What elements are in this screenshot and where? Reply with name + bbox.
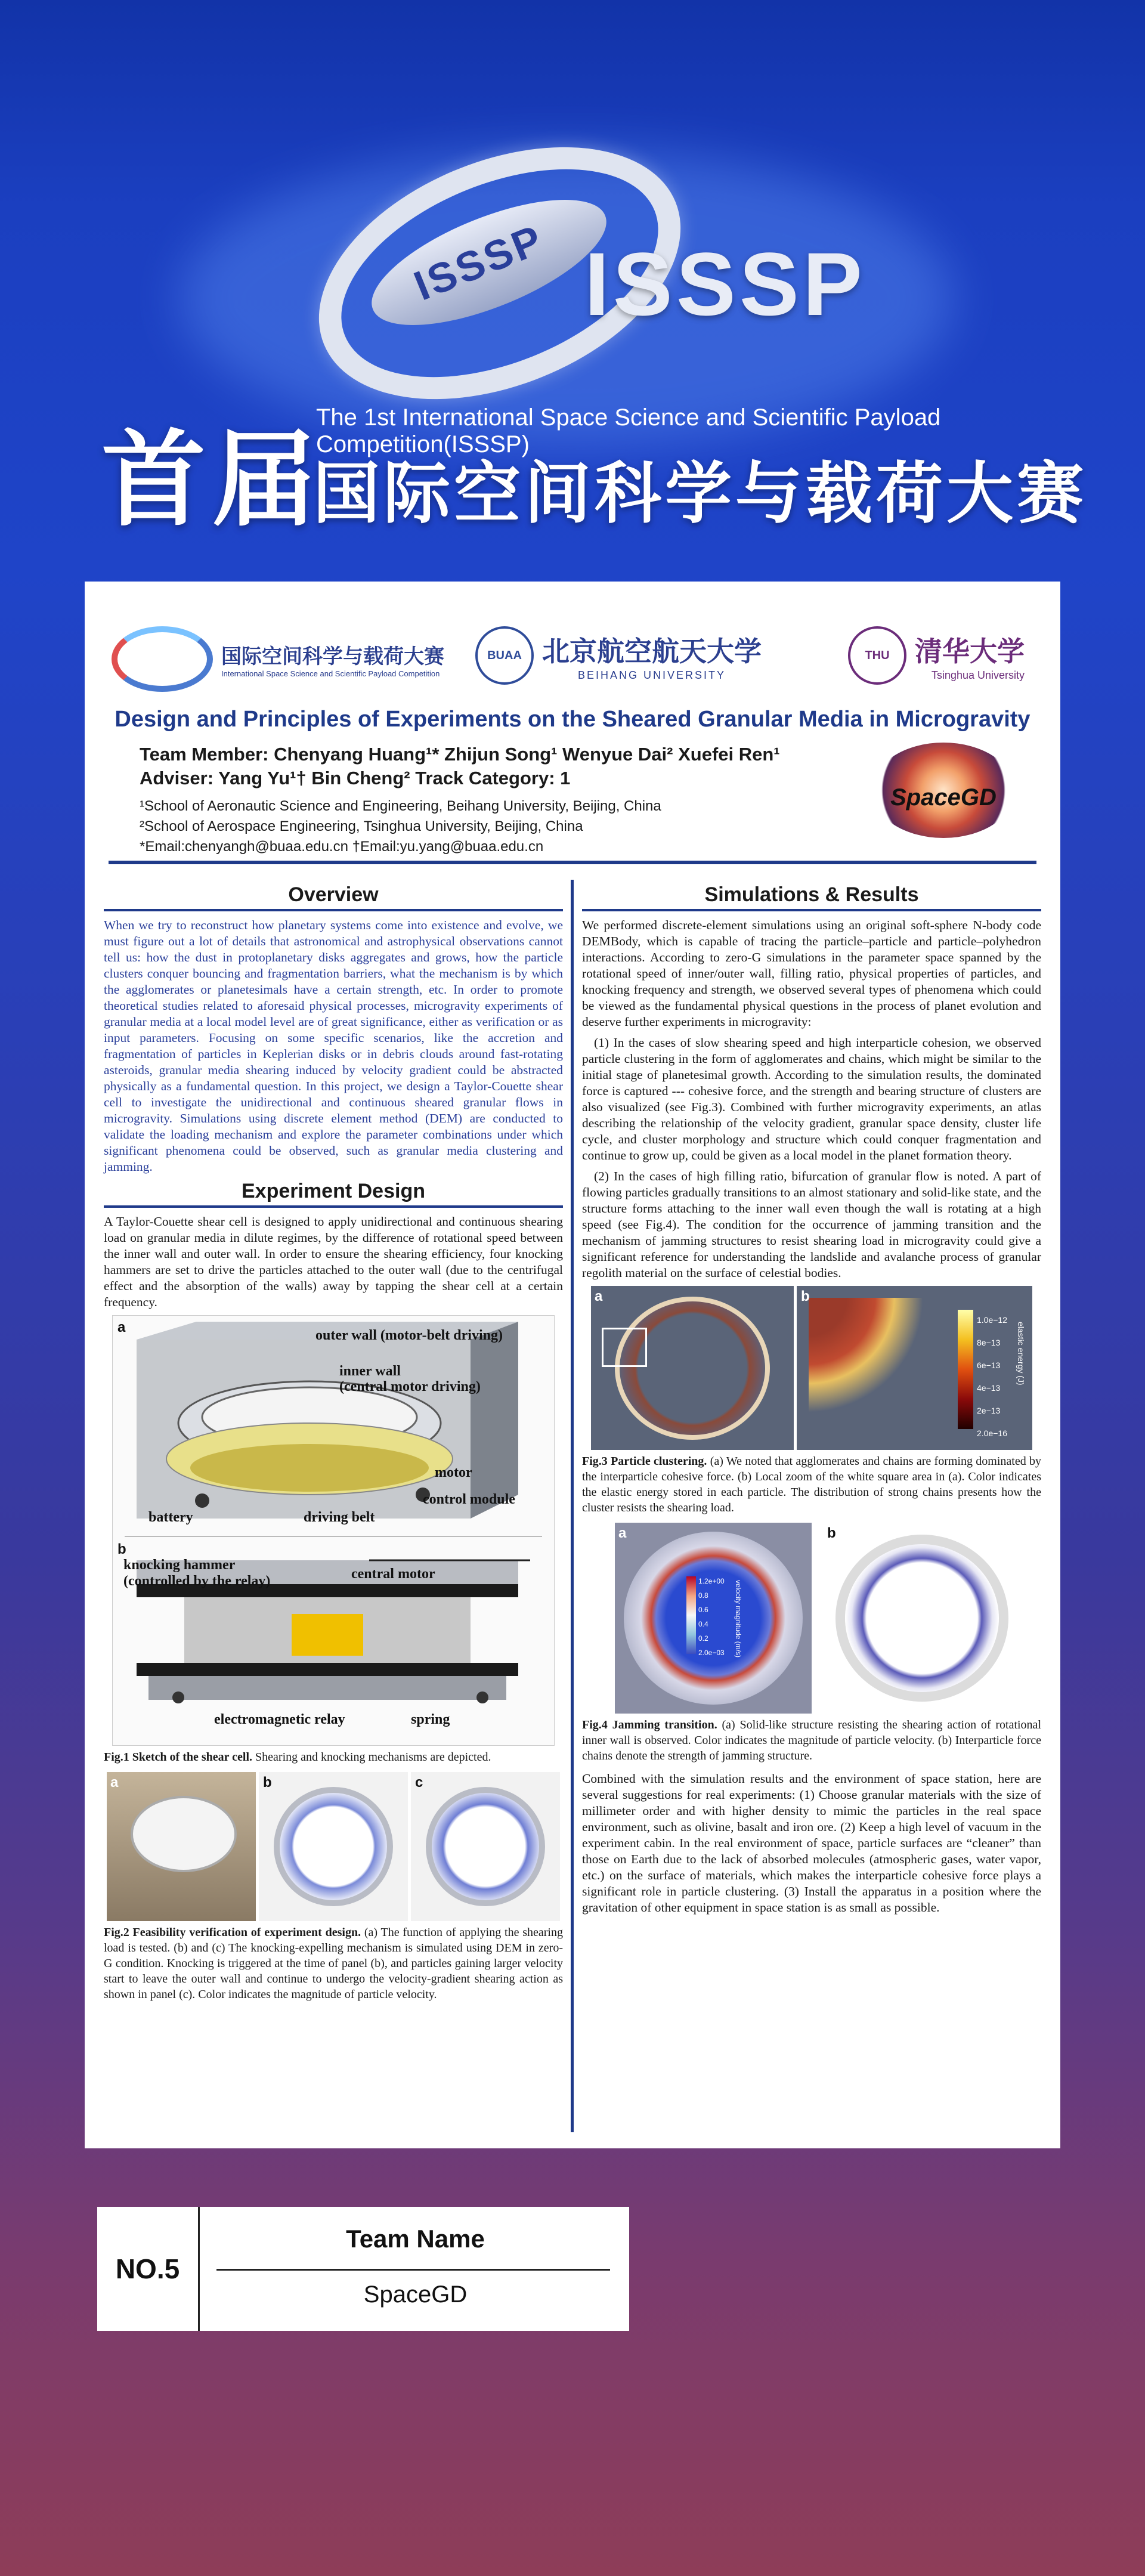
isssp-logo: [310, 137, 866, 388]
tsinghua-seal-icon: THU: [848, 626, 906, 685]
team-members: Team Member: Chenyang Huang¹* Zhijun Song¹ Wenyue Dai² Xuefei Ren¹: [140, 744, 780, 765]
fig3-panel-b-label: b: [801, 1288, 810, 1304]
org-logos: [85, 582, 1060, 689]
fig4-tick: 0.6: [698, 1606, 708, 1614]
fig3-panel-a: [591, 1286, 794, 1450]
figure-4: [591, 1523, 1032, 1714]
fig1-hammer-sub-label: (controlled by the relay): [123, 1573, 271, 1589]
advisers: Adviser: Yang Yu¹† Bin Cheng² Track Category: 1: [140, 768, 571, 788]
org-name-en: International Space Science and Scientific Payload Competition: [221, 669, 440, 678]
fig1-battery-label: battery: [148, 1510, 193, 1525]
brand-name: ISSSP: [584, 234, 866, 334]
fig2-ring-c: [426, 1787, 545, 1906]
fig1-inner-wall-sub-label: (central motor driving): [339, 1379, 481, 1394]
fig1-caption: [104, 1749, 563, 1765]
fig1-driving-belt-label: driving belt: [304, 1510, 375, 1525]
team-name-card: [97, 2207, 629, 2331]
fig3-tick: 2e−13: [977, 1406, 1001, 1415]
fig2-caption-text: (a) The function of applying the shearing load is tested. (b) and (c) The knocking-expelling mechanism is simulated using DEM in zero-G condition. Knocking is triggered at the time of panel (b), and particles gaining larger velocity start to leave the outer wall and continue to undergo the velocity-gradient shearing action as shown in panel (c). Color indicates the magnitude of particle velocity.: [104, 1926, 563, 2001]
fig3-caption: [582, 1454, 1041, 1516]
team-name-heading: Team Name: [346, 2225, 485, 2253]
team-number: NO.5: [97, 2207, 200, 2331]
fig4-panel-b: [824, 1523, 1020, 1714]
fig3-caption-title: Fig.3 Particle clustering.: [582, 1455, 707, 1468]
fig3-caption-text: (a) We noted that agglomerates and chains are forming dominated by the interparticle cohesive force. (b) Local zoom of the white square area in (a). Color indicates the elastic energy stored in each particle. The distribution of strong chains presents how the cluster resists the shearing load.: [582, 1455, 1042, 1514]
org-name-cn: 国际空间科学与载荷大赛: [221, 645, 444, 669]
fig3-tick: 2.0e−16: [977, 1428, 1007, 1438]
org-tsinghua: [848, 626, 1025, 685]
fig3-colorbar: [958, 1310, 973, 1429]
fig1-relay-label: electromagnetic relay: [214, 1712, 345, 1727]
fig4-panel-a: [615, 1523, 812, 1714]
fig4-tick: 0.4: [698, 1620, 708, 1628]
fig4-tick: 1.2e+00: [698, 1577, 725, 1585]
sim-paragraph-4: Combined with the simulation results and the environment of space station, here are several suggestions for real experiments: (1) Choose granular materials with the size of millimeter order and with higher density to mimic the particles in the real space environment, such as olivine, basalt and iron ore. (2) Keep a high level of vacuum in the experiment cabin. In the real environment of space, particle surfaces are “cleaner” than those on Earth due to the lack of absorbed molecules (atmospheric gases, water vapor, etc.) on the surface of materials, which makes the interparticle cohesive force plays a significant role in particle clustering. (3) Install the apparatus in a position where the gravitation of other equipment in space station is as small as possible.: [582, 1771, 1041, 1915]
title-cn-first: 首届: [101, 422, 322, 539]
sim-paragraph-3: (2) In the cases of high filling ratio, bifurcation of granular flow is noted. A part of flowing particles gradually transitions to an almost stationary and solid-like state, and the structure forms attaching to the inner wall even though the wall is rotating at a high speed (see Fig.4). The condition for the occurrence of jamming transition and the mechanism of jamming structures to resist shearing load in microgravity could give a significant reference for understanding the landslide and avalanche process of granular regolith material on the surface of celestial bodies.: [582, 1169, 1041, 1280]
title-cn: 国际空间科学与载荷大赛: [313, 456, 1087, 531]
fig1-panel-b-label: b: [117, 1541, 126, 1557]
team-name-value: SpaceGD: [363, 2281, 468, 2308]
spacegd-logo-text: SpaceGD: [890, 784, 997, 811]
org-name-cn: 清华大学: [915, 635, 1025, 667]
fig4-caption-text: (a) Solid-like structure resisting the shearing action of rotational inner wall is observed. Color indicates the magnitude of particle velocity. (b) Interparticle force chains denote the strength of jamming structure.: [582, 1718, 1041, 1762]
fig1-caption-title: Fig.1 Sketch of the shear cell.: [104, 1751, 253, 1764]
emails: *Email:chenyangh@buaa.edu.cn †Email:yu.yang@buaa.edu.cn: [140, 839, 544, 855]
fig1-knocking-hammer-label: knocking hammer: [123, 1557, 236, 1573]
fig2-panel-a-label: a: [110, 1774, 119, 1790]
fig1-caption-text: Shearing and knocking mechanisms are depicted.: [252, 1751, 491, 1764]
fig3-ring: [615, 1297, 770, 1440]
column-divider: [571, 880, 574, 2132]
subtitle-en: The 1st International Space Science and Scientific Payload Competition(ISSSP): [316, 404, 941, 457]
fig3-zoom-box: [602, 1328, 647, 1367]
simulations-heading: Simulations & Results: [582, 883, 1041, 911]
figure-3: [591, 1286, 1032, 1450]
org-isssp: [112, 626, 444, 692]
fig2-panel-c-label: c: [415, 1774, 423, 1790]
experiment-design-text: A Taylor-Couette shear cell is designed to apply unidirectional and continuous shearing load on granular media in dilute regimes, by the difference of rotational speed between the inner wall and outer wall. In order to ensure the shearing efficiency, four knocking hammers are set to drive the particles attached to the outer wall (due to the centrifugal effect and the absorption of the walls) away by tapping the shear cell at a certain frequency.: [104, 1214, 563, 1309]
fig2-caption: [104, 1925, 563, 2002]
fig3-zoom-view: [809, 1298, 934, 1441]
org-name-en: BEIHANG UNIVERSITY: [577, 669, 726, 681]
fig3-tick: 4e−13: [977, 1383, 1001, 1393]
fig1-panel-a-label: a: [117, 1319, 126, 1335]
fig2-photo-cell: [131, 1796, 237, 1872]
fig3-colorbar-ticks: [977, 1309, 1007, 1445]
fig4-colorbar: [686, 1576, 696, 1654]
fig2-sim-b: [259, 1772, 408, 1921]
fig4-force-chains: [835, 1535, 1008, 1702]
right-column: [582, 880, 1041, 1921]
figure-2: [107, 1772, 560, 1921]
poster: [85, 582, 1060, 2148]
fig4-panel-a-label: a: [618, 1525, 627, 1541]
fig2-sim-c: [411, 1772, 560, 1921]
overview-text: When we try to reconstruct how planetary systems come into existence and evolve, we must figure out a lot of details that astronomical and astrophysical observations cannot tell us: how the dust in protoplanetary disks aggregates and grows, how the particle clusters conquer bouncing and fragmentation barriers, what the mechanism is by which the agglomerates or planetesimals have a certain strength, etc. In order to promote theoretical studies related to aforesaid physical processes, microgravity experiments of granular media at a local model level are of great significance, either as verification or as input parameters. Focusing on some specific scenarios, like the accretion and fragmentation of particles in Keplerian disks or in debris clouds around fast-rotating asteroids, granular media shearing induced by velocity gradient could be abstracted physically as a fundamental question. In this project, we design a Taylor-Couette shear cell to investigate the unidirectional and continuous sheared granular flows in microgravity. Simulations using discrete element method (DEM) are conducted to validate the loading mechanism and explore the parameter combinations under which significant phenomena could be observed, such as granular media clustering and jamming.: [104, 918, 563, 1174]
sim-paragraph-1: We performed discrete-element simulations using an original soft-sphere N-body code DEMBody, which is capable of tracing the particle–particle and particle–polyhedron interactions. According to zero-G simulations in the parameter space spanned by the rotational speed of inner/outer wall, filling ratio, physical properties of particles, and knocking frequency and strength, we observed several types of phenomena which could be viewed as the fundamental physical questions in the process of planet evolution and deserve further experiments in microgravity:: [582, 918, 1041, 1029]
fig4-caption-title: Fig.4 Jamming transition.: [582, 1718, 717, 1731]
team-divider: [216, 2269, 610, 2271]
org-beihang: [475, 626, 762, 685]
fig2-caption-title: Fig.2 Feasibility verification of experiment design.: [104, 1926, 361, 1939]
isssp-small-logo: [112, 626, 213, 692]
overview-heading: Overview: [104, 883, 563, 911]
experiment-design-heading: Experiment Design: [104, 1180, 563, 1208]
fig1-outer-wall-label: outer wall (motor-belt driving): [315, 1328, 503, 1343]
affiliations: [140, 796, 661, 857]
fig3-panel-b: [797, 1286, 1032, 1450]
fig4-tick: 0.2: [698, 1634, 708, 1643]
fig4-colorbar-ticks: [698, 1574, 725, 1660]
left-column: [104, 880, 563, 2009]
fig4-tick: 0.8: [698, 1591, 708, 1600]
authors: [140, 744, 780, 791]
fig4-colorbar-label: velocity magnitude (m/s): [734, 1580, 742, 1658]
fig3-tick: 1.0e−12: [977, 1315, 1007, 1325]
fig1-central-motor-label: central motor: [351, 1566, 435, 1582]
title-divider: [109, 861, 1036, 864]
affiliation-1: ¹School of Aeronautic Science and Engineering, Beihang University, Beijing, China: [140, 798, 661, 814]
fig2-panel-b-label: b: [263, 1774, 272, 1790]
fig4-caption: [582, 1717, 1041, 1764]
fig1-motor-label: motor: [435, 1465, 472, 1480]
logo-ring-text: ISSSP: [407, 215, 550, 310]
fig3-colorbar-label: elastic energy (J): [1016, 1322, 1026, 1386]
org-name-cn: 北京航空航天大学: [542, 635, 762, 667]
shear-cell-sketch: [113, 1316, 554, 1745]
fig1-inner-wall-label: inner wall: [339, 1363, 401, 1379]
paper-title: Design and Principles of Experiments on the Sheared Granular Media in Microgravity: [114, 707, 1030, 732]
fig1-spring-label: spring: [411, 1712, 450, 1727]
affiliation-2: ²School of Aerospace Engineering, Tsinghua University, Beijing, China: [140, 818, 583, 834]
fig4-tick: 2.0e−03: [698, 1649, 725, 1657]
fig3-tick: 6e−13: [977, 1360, 1001, 1370]
sim-paragraph-2: (1) In the cases of slow shearing speed and high interparticle cohesion, we observed particle clustering in the form of agglomerates and chains, which might be similar to the initial stage of planetesimal growth. According to the simulation results, the dominated force is captured --- cohesive force, and the strength and bearing structure of clusters are also visualized (see Fig.3). Combined with further microgravity experiments, an atlas describing the relationship of the velocity gradient, granular space density, cluster life cycle, and cluster morphology and structure which could conquer fragmentation and continue to grow up, could be given as a local model in the planet formation theory.: [582, 1035, 1041, 1162]
fig2-ring-b: [274, 1787, 393, 1906]
fig3-tick: 8e−13: [977, 1338, 1001, 1347]
fig4-panel-b-label: b: [827, 1525, 836, 1541]
beihang-seal-icon: BUAA: [475, 626, 534, 685]
fig2-photo: [107, 1772, 256, 1921]
figure-1: [112, 1315, 555, 1746]
fig3-panel-a-label: a: [595, 1288, 603, 1304]
org-name-en: Tsinghua University: [931, 669, 1025, 681]
fig1-control-module-label: control module: [423, 1492, 515, 1507]
